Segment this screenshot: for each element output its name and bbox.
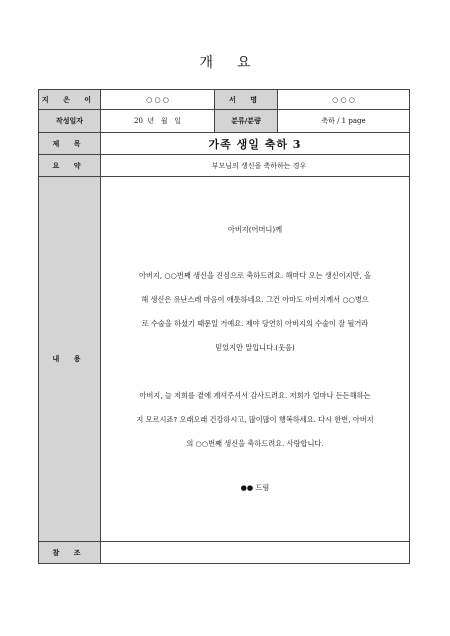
content-body [101, 177, 410, 542]
summary-value: 부모님의 생신을 축하하는 경우 [101, 155, 410, 177]
paragraph-2-line: 지 모르시죠? 오래오래 건강하시고, 많이많이 행복하세요. 다시 한번, 아버지 [136, 415, 374, 424]
content-label: 내 용 [39, 177, 101, 542]
reference-label: 참 조 [39, 542, 101, 564]
category-label: 분류/분량 [215, 110, 278, 133]
greeting: 아버지(어머니)께 [227, 225, 283, 234]
reference-value [101, 542, 410, 564]
paragraph-1-line: 로 수술을 하셨기 때문일 거예요. 제야 당연히 아버지의 수술이 잘 될거라 [141, 319, 369, 328]
paragraph-1-line: 아버지, ○○번째 생신을 진심으로 축하드려요. 해마다 오는 생신이지만, 올 [138, 271, 372, 280]
paragraph-2 [101, 384, 409, 456]
author-label: 지 은 이 [39, 90, 101, 110]
paragraph-1-line: 믿었지만 말입니다.(웃음) [215, 343, 295, 352]
subject-value: 가족 생일 축하 3 [101, 133, 410, 155]
subject-label: 제 목 [39, 133, 101, 155]
title-char-1: 개 [199, 55, 213, 71]
document-title [0, 52, 450, 72]
date-label: 작성일자 [39, 110, 101, 133]
paragraph-1 [101, 264, 409, 360]
signature-label: 서 명 [215, 90, 278, 110]
signature-value: ○ ○ ○ [278, 90, 410, 110]
paragraph-1-line: 해 생신은 유난스레 마음이 애틋하네요. 그건 아마도 아버지께서 ○○병으 [141, 295, 369, 304]
category-value: 축하 / 1 page [278, 110, 410, 133]
signoff: ●● 드림 [240, 483, 270, 492]
paragraph-2-line: 아버지, 늘 저희를 곁에 계셔주셔서 감사드려요. 저희가 얼마나 든든해하는 [139, 391, 371, 400]
overview-form [38, 89, 410, 564]
paragraph-2-line: 의 ○○번째 생신을 축하드려요. 사랑합니다. [186, 439, 324, 448]
author-value: ○ ○ ○ [101, 90, 215, 110]
summary-label: 요 약 [39, 155, 101, 177]
date-value: 20 년 월 일 [101, 110, 215, 133]
title-char-2: 요 [237, 55, 251, 71]
